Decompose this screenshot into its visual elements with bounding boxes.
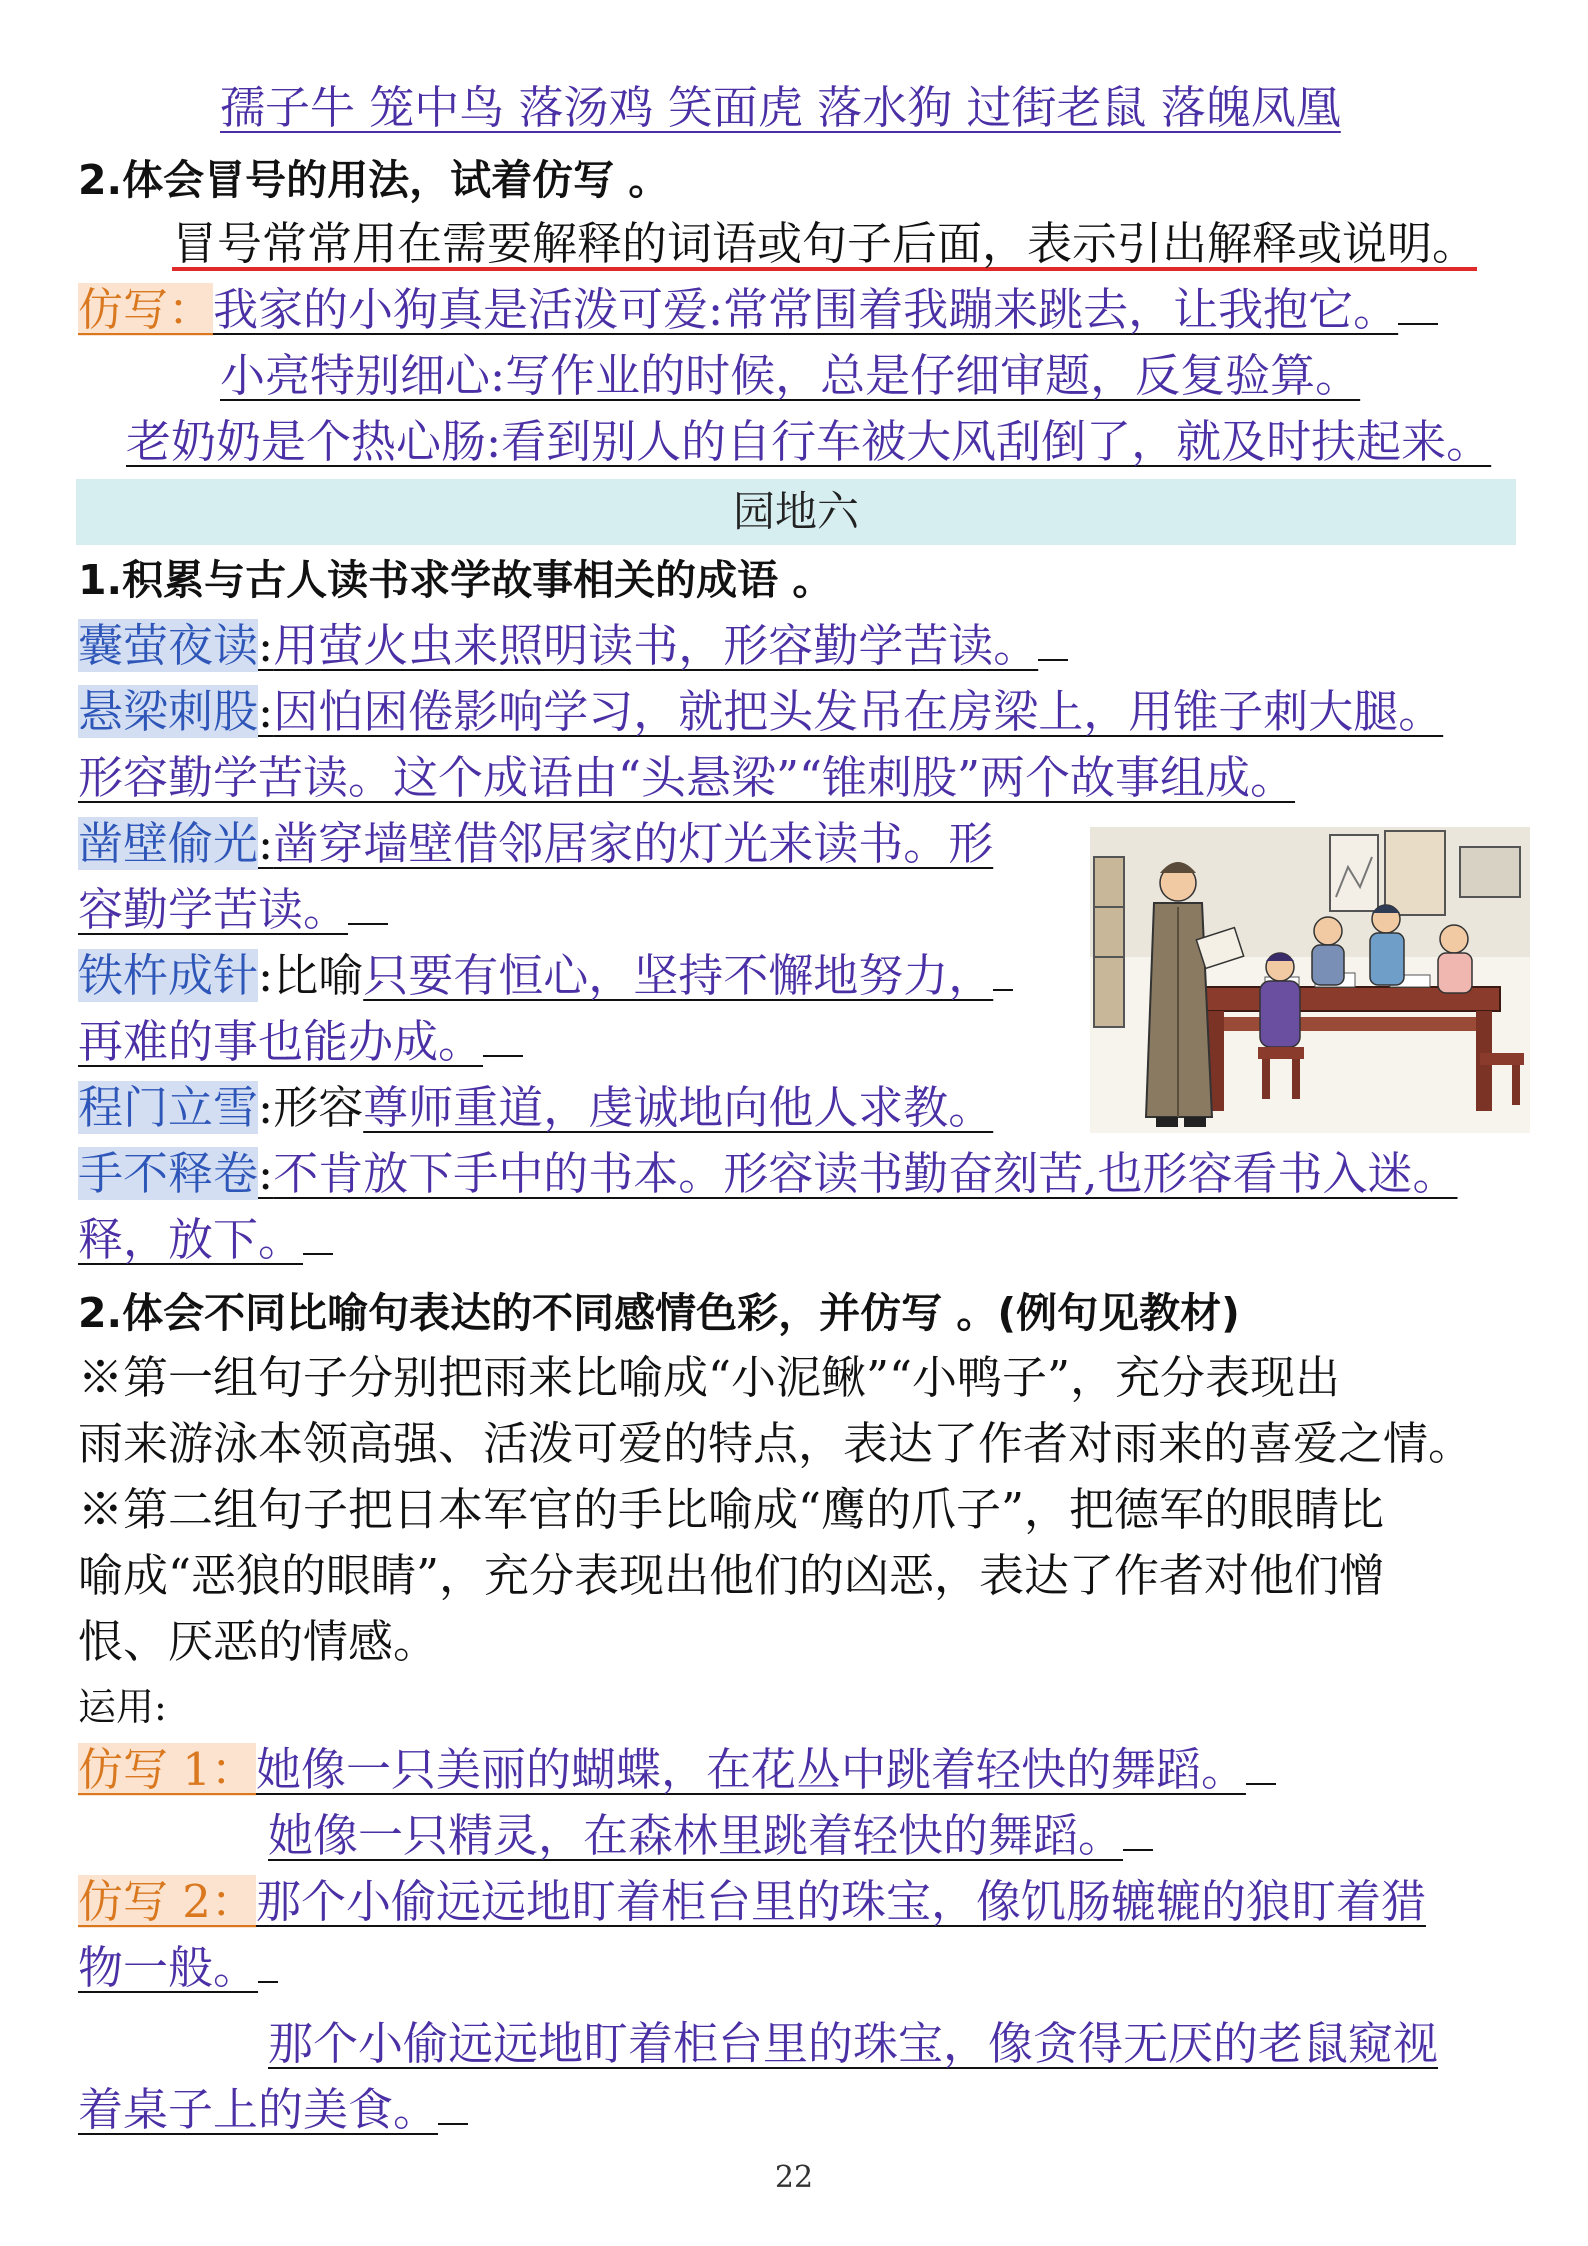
imitation-2-line-b-cont [78, 2084, 468, 2136]
classroom-illustration [1090, 827, 1530, 1133]
idiom-name: 程门立雪 [78, 1081, 259, 1134]
imitation-2-sentence-a-line-1: 那个小偷远远地盯着柜台里的珠宝，像饥肠辘辘的狼盯着猎 [255, 1875, 1426, 1928]
imitation-label: 仿写： [78, 283, 214, 336]
imitation-2-sentence-b-line-2: 着桌子上的美食。 [78, 2083, 439, 2136]
idiom-row [78, 620, 1068, 672]
idiom-explanation-continued-text: 容勤学苦读。 [78, 883, 349, 936]
apply-label: 运用: [78, 1685, 167, 1729]
analysis-paragraph-2-line-1: ※第二组句子把日本军官的手比喻成“鹰的爪子”，把德军的眼睛比 [78, 1483, 1385, 1536]
idiom-separator: : [258, 1147, 274, 1200]
idiom-row [78, 1082, 993, 1134]
idiom-row [78, 1148, 1458, 1200]
imitation-2-line-a-cont [78, 1942, 278, 1994]
idiom-separator: : [258, 949, 274, 1002]
colon-imitation-line-1 [78, 284, 1438, 336]
idiom-row [78, 686, 1443, 738]
idiom-explanation-continued [78, 1214, 333, 1266]
idiom-explanation-continued: 形容勤学苦读。这个成语由“头悬梁”“锥刺股”两个故事组成。 [78, 751, 1296, 804]
idiom-explanation: 凿穿墙壁借邻居家的灯光来读书。形 [273, 817, 994, 870]
idiom-name: 铁杵成针 [78, 949, 259, 1002]
idiom-explanation: 只要有恒心，坚持不懈地努力， [363, 949, 994, 1002]
idiom-explanation-continued-text: 释，放下。 [78, 1213, 304, 1266]
page-number: 22 [774, 2160, 814, 2195]
section-band [76, 479, 1516, 545]
idiom-explanation-continued [78, 1016, 523, 1068]
imitation-1-sentence-a: 她像一只美丽的蝴蝶，在花丛中跳着轻快的舞蹈。 [255, 1743, 1246, 1796]
analysis-paragraph-1-line-1: ※第一组句子分别把雨来比喻成“小泥鳅”“小鸭子”，充分表现出 [78, 1351, 1341, 1404]
idiom-name: 手不释卷 [78, 1147, 259, 1200]
idiom-separator: : [258, 817, 274, 870]
colon-section-heading: 2.体会冒号的用法，试着仿写 。 [78, 156, 670, 204]
analysis-paragraph-1-line-2: 雨来游泳本领高强、活泼可爱的特点，表达了作者对雨来的喜爱之情。 [78, 1417, 1474, 1470]
idiom-explanation: 因怕困倦影响学习，就把头发吊在房梁上，用锥子刺大腿。 [273, 685, 1444, 738]
idiom-separator: : [258, 1081, 274, 1134]
idiom-explanation: 不肯放下手中的书本。形容读书勤奋刻苦,也形容看书入迷。 [273, 1147, 1458, 1200]
idiom-row [78, 950, 1013, 1002]
imitation-sentence-1: 我家的小狗真是活泼可爱:常常围着我蹦来跳去，让我抱它。 [213, 283, 1399, 336]
analysis-paragraph-2-line-3: 恨、厌恶的情感。 [78, 1615, 439, 1668]
imitation-1-label: 仿写 1： [78, 1743, 256, 1796]
idiom-explanation: 尊师重道，虔诚地向他人求教。 [363, 1081, 994, 1134]
imitation-sentence-2: 小亮特别细心:写作业的时候，总是仔细审题，反复验算。 [220, 349, 1361, 402]
idiom-row [78, 818, 993, 870]
idiom-explanation-continued [78, 884, 388, 936]
imitation-sentence-3: 老奶奶是个热心肠:看到别人的自行车被大风刮倒了，就及时扶起来。 [126, 415, 1492, 468]
colon-usage-note: 冒号常常用在需要解释的词语或句子后面，表示引出解释或说明。 [172, 217, 1478, 270]
idiom-name: 凿壁偷光 [78, 817, 259, 870]
imitation-2-line-a [78, 1876, 1426, 1928]
imitation-1-sentence-b: 她像一只精灵，在森林里跳着轻快的舞蹈。 [268, 1809, 1124, 1862]
imitation-1-line-a [78, 1744, 1276, 1796]
imitation-2-sentence-a-line-2: 物一般。 [78, 1941, 259, 1994]
section-band-title: 园地六 [732, 487, 859, 536]
idiom-separator: : [258, 685, 274, 738]
idiom-prefix: 形容 [273, 1081, 364, 1134]
imitation-2-label: 仿写 2： [78, 1875, 256, 1928]
analysis-paragraph-2-line-2: 喻成“恶狼的眼睛”，充分表现出他们的凶恶，表达了作者对他们憎 [78, 1549, 1385, 1602]
idiom-name: 悬梁刺股 [78, 685, 259, 738]
imitation-2-sentence-b-line-1: 那个小偷远远地盯着柜台里的珠宝，像贪得无厌的老鼠窥视 [268, 2017, 1439, 2070]
idioms-section-heading: 1.积累与古人读书求学故事相关的成语 。 [78, 556, 834, 604]
idiom-name: 囊萤夜读 [78, 619, 259, 672]
idiom-prefix: 比喻 [273, 949, 364, 1002]
top-word-list: 孺子牛 笼中鸟 落汤鸡 笑面虎 落水狗 过街老鼠 落魄凤凰 [220, 81, 1341, 134]
idiom-separator: : [258, 619, 274, 672]
metaphor-section-heading: 2.体会不同比喻句表达的不同感情色彩，并仿写 。(例句见教材) [78, 1289, 1240, 1337]
idiom-explanation-continued-text: 再难的事也能办成。 [78, 1015, 484, 1068]
idiom-explanation: 用萤火虫来照明读书，形容勤学苦读。 [273, 619, 1039, 672]
imitation-1-line-b [268, 1810, 1153, 1862]
